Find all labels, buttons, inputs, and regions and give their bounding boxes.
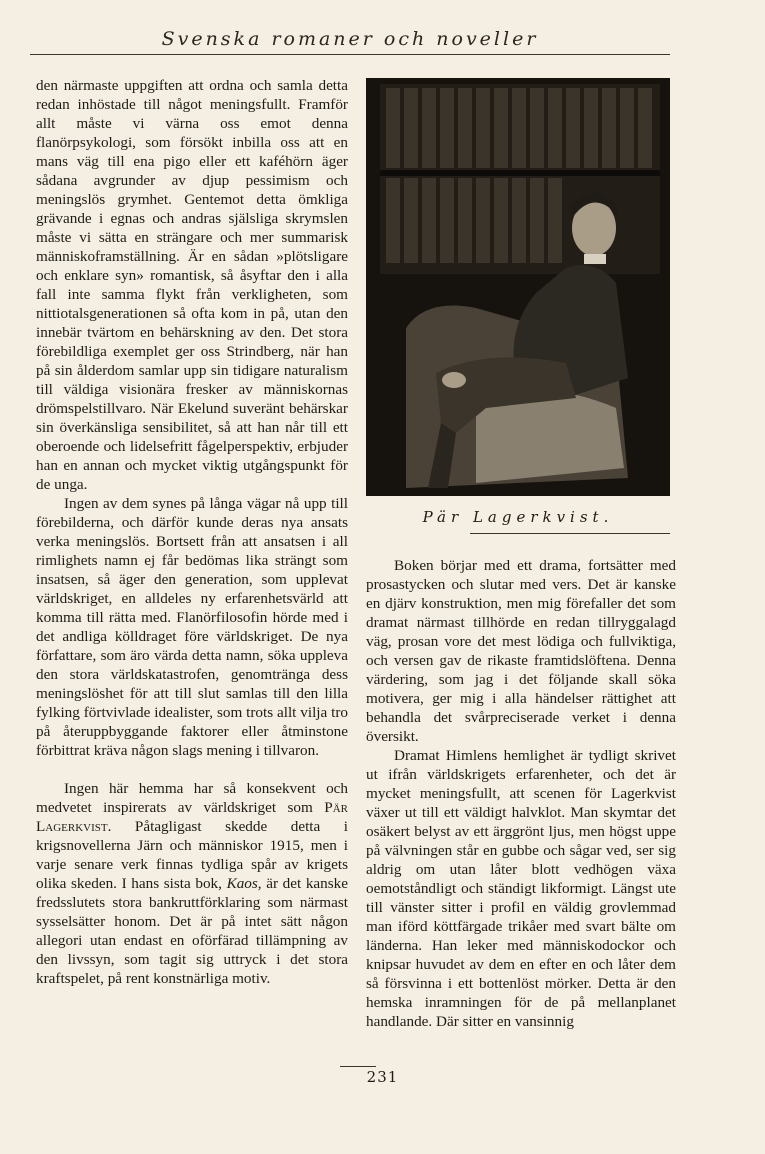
portrait-illustration [366, 78, 670, 496]
running-header: Svenska romaner och noveller [161, 28, 539, 50]
right-column [366, 556, 676, 1031]
photo-caption: Pär Lagerkvist. [422, 508, 614, 526]
book-title: Kaos [226, 875, 258, 892]
paragraph-text: Ingen här hemma har så konsekvent och medvetet inspirerats av världskriget som [36, 780, 348, 816]
header-rule [30, 54, 670, 55]
paragraph [36, 779, 348, 988]
page-number: 231 [366, 1068, 399, 1086]
paragraph: den närmaste uppgiften att ordna och samla detta redan inhöstade till något meningsfullt. Framför allt måste vi värna oss emot denna flanörpsykologi, som försökt inbilla oss att en mans väg till ena pigo eller ett kaféhörn äger sådana avgrunder av djup pessimism och meningslös grymhet. Gentemot detta ömkliga grävande i egnas och andras själsliga skrymslen måste vi sätta en strängare och mer summarisk människoframställning. Är en sådan »plötsligare och enklare syn» romantisk, så åsyftar den i alla fall inte samma flykt från verkligheten, som nittiotalsgenerationen så ofta kom in på, utan den innebär tvärtom en behärskning av den. Det stora förebildliga exemplet ger oss Strindberg, när han på sin ålderdom samlar upp sin tidigare naturalism till väldiga visionära fresker av människornas drömspelstillvaro. När Ekelund suveränt behärskar sin överkänsliga sensibilitet, så att han når till ett oberoende och lidelsefritt fågelperspektiv, erbjuder han en annan och mycket viktig utgångspunkt för de unga. [36, 77, 348, 493]
page-number-rule [340, 1066, 376, 1067]
paragraph-text: , är det kanske fredsslutets stora bankruttförklaring som närmast sysselsätter honom. Det är på intet sätt någon allegori utan endast en oförfärad tillämpning av den livssyn, som tagit sig uttryck i det stora kraftspelet, på rent konstnärliga motiv. [36, 875, 348, 987]
paragraph: Dramat Himlens hemlighet är tydligt skrivet ut ifrån världskrigets erfarenheter, och det är mycket meningsfullt, att scenen för Lagerkvist växer ut till ett väldigt halvklot. Man skymtar det osäkert belyst av ett ärggrönt ljus, men högst uppe på välvningen står en gubbe och sågar ved, ser sig aldrig om utan låter blott vedhögen växa oemotståndligt och ständigt likformigt. Längst ute till vänster sitter i profil en väldig grovlemmad man iförd köttfärgade trikåer med svart bälte om länderna. Han leker med människodockor och knipsar huvudet av dem en efter en och låter dem så försvinna i ett bottenlöst mörker. Detta är den hemska inramningen för de på mellanplanet handlande. Där sitter en vansinnig [366, 747, 676, 1030]
caption-rule [470, 533, 670, 534]
paragraph-text: . Påtagligast skedde detta i krigsnovellerna Järn och människor 1915, men i varje senare verk finnas tydliga spår av krigets olika skeden. I hans sista bok, [36, 818, 348, 892]
paragraph: Boken börjar med ett drama, fortsätter med prosastycken och slutar med vers. Det är kanske en djärv konstruktion, men mig förefaller det som dramat närmast tillhörde en redan tillryggalagd väg, prosan vore det mest lödiga och fullviktiga, och versen gav de rikaste framtidslöftena. Denna värdering, som jag i det följande skall söka motivera, ger mig i alla händelser rättighet att behandla det svårpreciserade verket i denna översikt. [366, 557, 676, 745]
author-name: Pär Lagerkvist [36, 799, 348, 835]
left-column [36, 76, 348, 988]
portrait-photo [366, 78, 670, 496]
paragraph: Ingen av dem synes på långa vägar nå upp till förebilderna, och därför kunde deras nya ansats verka meningslös. Bortsett från att ansatsen i all rimlighets namn ej får bedömas lika strängt som insatsen, så äger den generation, som upplevat världskriget, en alldeles ny erfarenhetsvärld att komma till rätta med. Flanörfilosofin hörde med i det andliga kölldraget före världskriget. De nya författare, som äro värda detta namn, söka uppleva den stora världskatastrofen, genomtränga dess meningslöshet för att till slut samlas till den lilla fylking förtvivlade idealister, som trots allt vilja tro på återuppbyggande faktorer eller åtminstone förbittrat kräva någon slags mening i tillvaron. [36, 495, 348, 759]
